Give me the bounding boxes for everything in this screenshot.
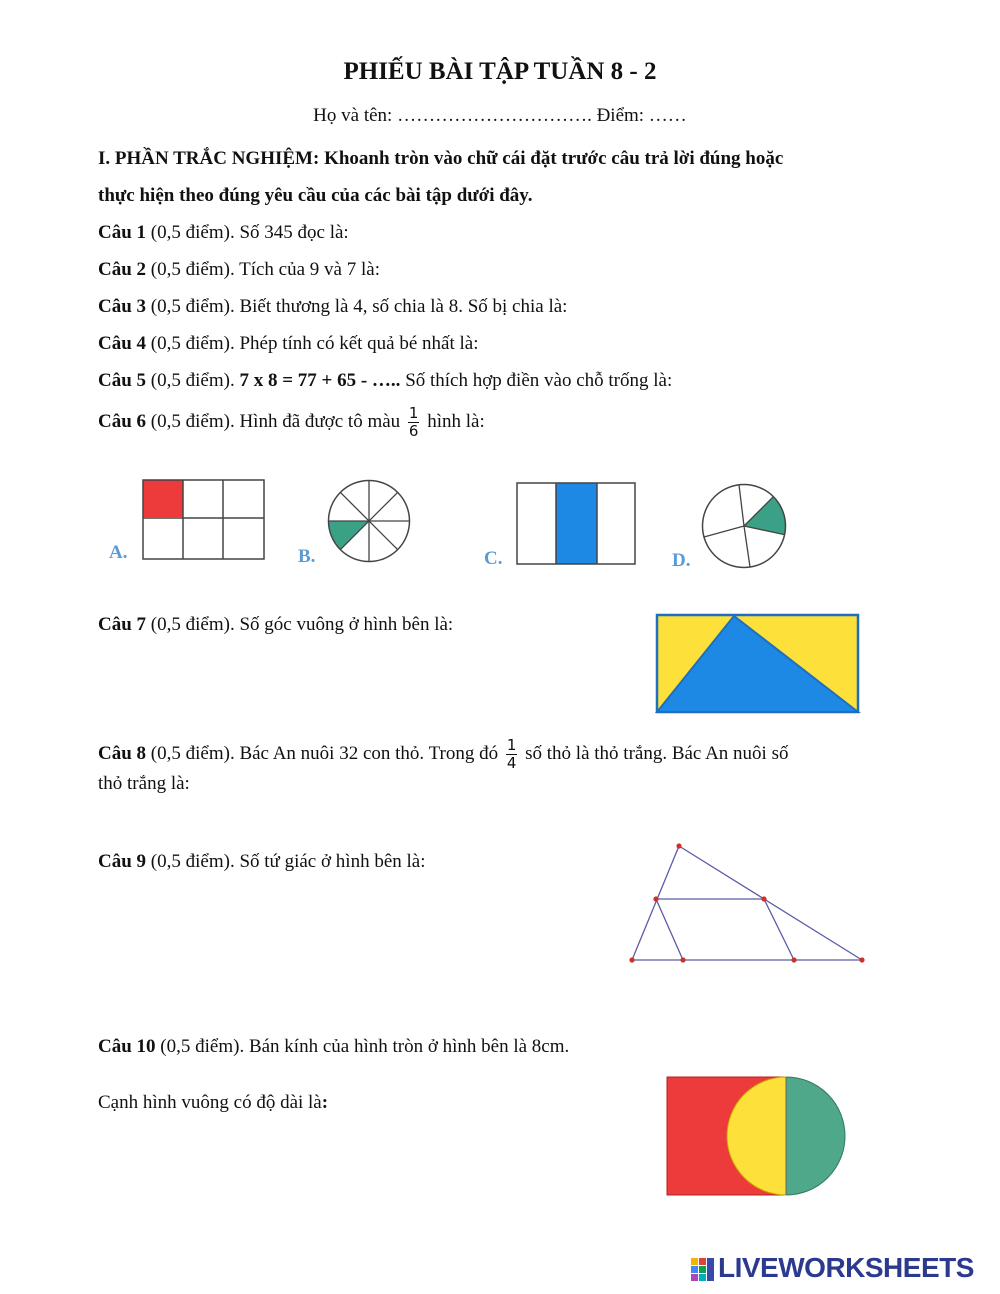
question-points: (0,5 điểm).: [146, 410, 240, 432]
question-text: Bác An nuôi 32 con thỏ. Trong đó: [239, 742, 499, 764]
section-heading: [98, 148, 783, 170]
question-8: [98, 737, 788, 772]
question-5: [98, 370, 672, 392]
question-text-end: số thỏ là thỏ trắng. Bác An nuôi số: [525, 742, 789, 764]
question-6-figures: [100, 470, 660, 580]
fraction: [506, 737, 518, 772]
question-6: [98, 405, 485, 440]
question-label: Câu 4: [98, 333, 147, 354]
question-text: Số tứ giác ở hình bên là:: [239, 851, 426, 872]
option-c-label[interactable]: C.: [484, 548, 503, 569]
question-text: Phép tính có kết quả bé nhất là:: [239, 333, 479, 354]
question-points: (0,5 điểm).: [146, 222, 240, 243]
option-a-label[interactable]: A.: [109, 542, 128, 563]
question-points: (0,5 điểm).: [146, 333, 240, 354]
question-text: Cạnh hình vuông có độ dài là: [98, 1092, 322, 1113]
shaded-sector: [744, 497, 785, 535]
option-b-figure: [329, 481, 410, 562]
question-points: (0,5 điểm).: [146, 370, 240, 391]
question-points: (0,5 điểm).: [146, 296, 240, 317]
question-label: Câu 8: [98, 742, 147, 764]
page-title: PHIẾU BÀI TẬP TUẦN 8 - 2: [343, 58, 657, 85]
fraction-denominator: 6: [408, 422, 419, 440]
option-d-label[interactable]: D.: [672, 550, 691, 571]
question-points: (0,5 điểm).: [146, 259, 240, 280]
fraction-numerator: 1: [506, 736, 517, 754]
question-points: (0,5 điểm).: [146, 614, 240, 635]
question-points: (0,5 điểm).: [146, 851, 240, 872]
question-label: Câu 1: [98, 222, 147, 243]
question-3: [98, 296, 567, 318]
option-b-label[interactable]: B.: [298, 546, 316, 567]
option-a-figure: [143, 480, 264, 559]
question-expression: 7 x 8 = 77 + 65 - …..: [239, 370, 401, 391]
option-d-figure: [700, 482, 792, 574]
question-text: Hình đã được tô màu: [239, 410, 401, 432]
fraction-denominator: 4: [506, 754, 517, 772]
question-label: Câu 3: [98, 296, 147, 317]
instruction-line-1: Khoanh tròn vào chữ cái đặt trước câu trả lời đúng hoặc: [324, 148, 784, 169]
question-4: [98, 333, 478, 355]
liveworksheets-logo-icon: [690, 1256, 716, 1286]
question-text: Biết thương là 4, số chia là 8. Số bị chia là:: [239, 296, 568, 317]
name-score-line: Họ và tên: …………………………. Điểm: ……: [313, 105, 687, 126]
question-text: Tích của 9 và 7 là:: [239, 259, 380, 280]
liveworksheets-brand[interactable]: LIVEWORKSHEETS: [718, 1252, 974, 1283]
question-7-figure: [655, 613, 861, 715]
question-9-figure: [625, 840, 870, 970]
shaded-cell: [143, 480, 183, 517]
option-c-figure: [517, 483, 635, 564]
question-points: (0,5 điểm).: [146, 742, 240, 764]
question-label: Câu 9: [98, 851, 147, 872]
question-10-figure: [665, 1075, 875, 1197]
question-text-end: hình là:: [427, 410, 485, 432]
question-9: [98, 851, 426, 873]
shaded-column: [556, 483, 597, 564]
question-10: [98, 1036, 569, 1058]
question-text: Bán kính của hình tròn ở hình bên là 8cm.: [248, 1036, 570, 1057]
question-label: Câu 2: [98, 259, 147, 280]
section-title: I. PHẦN TRẮC NGHIỆM:: [98, 148, 320, 169]
question-label: Câu 10: [98, 1036, 156, 1057]
question-text: Số thích hợp điền vào chỗ trống là:: [400, 370, 673, 391]
question-label: Câu 7: [98, 614, 147, 635]
fraction: [408, 405, 420, 440]
question-7: [98, 614, 453, 636]
question-text: Số góc vuông ở hình bên là:: [239, 614, 454, 635]
shaded-sector: [329, 521, 370, 550]
question-label: Câu 6: [98, 410, 147, 432]
question-1: [98, 222, 349, 244]
question-8-line-2: thỏ trắng là:: [98, 773, 190, 794]
question-points: (0,5 điểm).: [155, 1036, 249, 1057]
question-text: Số 345 đọc là:: [239, 222, 349, 243]
instruction-line-2: thực hiện theo đúng yêu cầu của các bài tập dưới đây.: [98, 185, 533, 206]
question-2: [98, 259, 380, 281]
question-10-line-2: [98, 1092, 328, 1114]
fraction-numerator: 1: [408, 404, 419, 422]
question-colon: :: [321, 1092, 329, 1113]
question-label: Câu 5: [98, 370, 147, 391]
